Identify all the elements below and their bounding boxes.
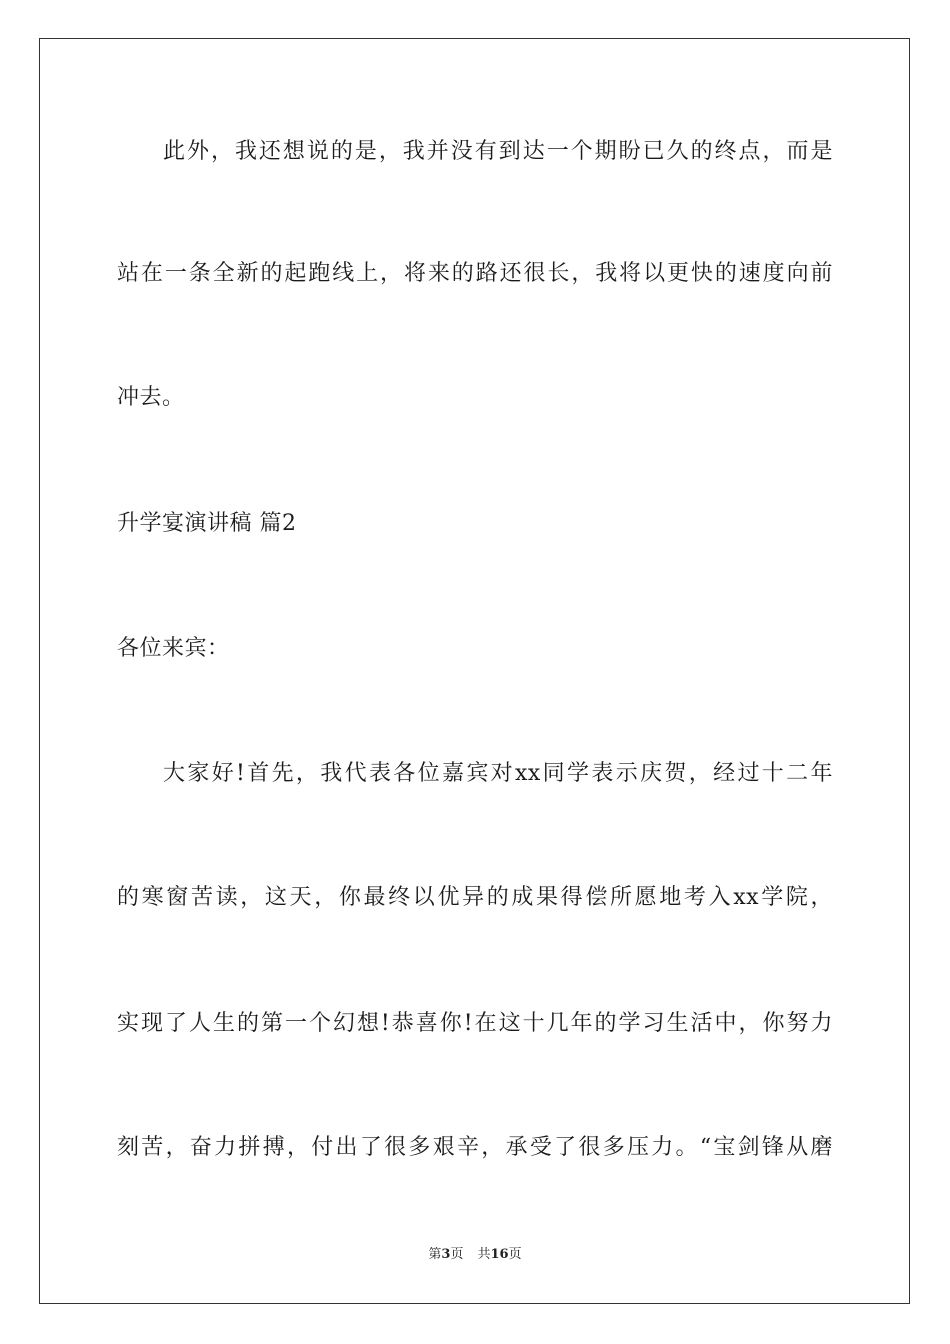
paragraph-line-6: 实现了人生的第一个幻想!恭喜你!在这十几年的学习生活中，你努力: [117, 1011, 833, 1036]
page-frame: [39, 38, 910, 1304]
footer-total-suffix: 页: [508, 1247, 522, 1262]
paragraph-line-1: 此外，我还想说的是，我并没有到达一个期盼已久的终点，而是: [163, 139, 833, 164]
paragraph-line-3: 冲去。: [117, 385, 185, 410]
footer-total-pages: 16: [490, 1247, 509, 1262]
paragraph-line-2: 站在一条全新的起跑线上，将来的路还很长，我将以更快的速度向前: [117, 261, 833, 286]
paragraph-line-5: 的寒窗苦读，这天，你最终以优异的成果得偿所愿地考入xx学院，: [117, 885, 833, 910]
footer-page-prefix: 第: [428, 1247, 442, 1262]
paragraph-line-4: 大家好!首先，我代表各位嘉宾对xx同学表示庆贺，经过十二年: [163, 761, 833, 786]
footer-page-number: 3: [441, 1247, 451, 1262]
page-footer: [0, 1246, 950, 1264]
footer-total-prefix: 共: [477, 1247, 491, 1262]
paragraph-line-7: 刻苦，奋力拼搏，付出了很多艰辛，承受了很多压力。“宝剑锋从磨: [117, 1135, 833, 1160]
section-heading: 升学宴演讲稿 篇2: [117, 511, 297, 536]
footer-page-suffix: 页: [450, 1247, 464, 1262]
salutation: 各位来宾：: [117, 636, 230, 661]
